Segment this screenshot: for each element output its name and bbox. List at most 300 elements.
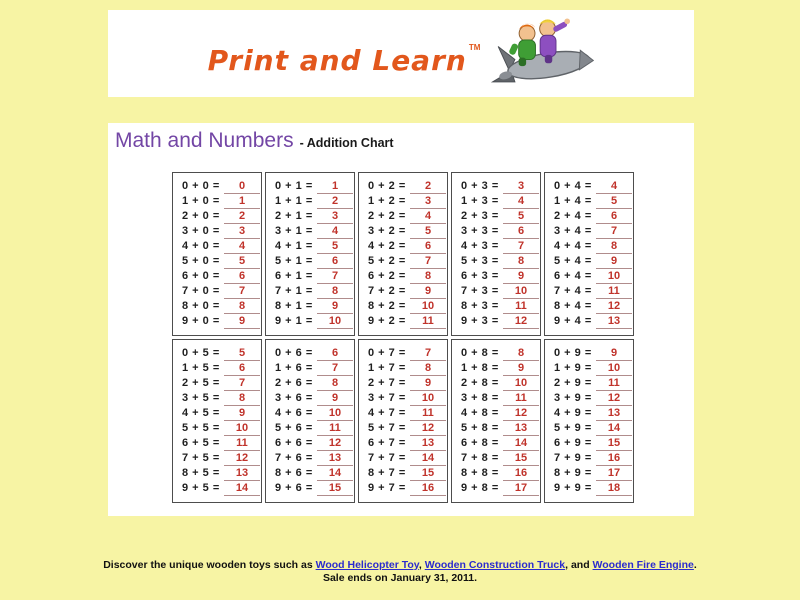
- problem-text: 2 + 3 =: [461, 210, 499, 222]
- addition-fact: [368, 481, 445, 496]
- addition-fact: [461, 376, 538, 391]
- problem-text: 2 + 1 =: [275, 210, 313, 222]
- problem-text: 5 + 9 =: [554, 422, 592, 434]
- addition-fact: [461, 481, 538, 496]
- addition-fact: [275, 179, 352, 194]
- problem-text: 4 + 4 =: [554, 240, 592, 252]
- answer-value: 9: [596, 255, 632, 269]
- addition-fact: [461, 451, 538, 466]
- problem-text: 7 + 6 =: [275, 452, 313, 464]
- problem-text: 2 + 4 =: [554, 210, 592, 222]
- addition-fact: [554, 269, 631, 284]
- answer-value: 6: [410, 240, 446, 254]
- problem-text: 2 + 9 =: [554, 377, 592, 389]
- problem-text: 4 + 5 =: [182, 407, 220, 419]
- answer-value: 16: [596, 452, 632, 466]
- answer-value: 9: [224, 407, 260, 421]
- addition-fact: [461, 346, 538, 361]
- answer-value: 8: [503, 347, 539, 361]
- addition-fact: [368, 314, 445, 329]
- addition-cell-plus-0: [172, 172, 262, 336]
- addition-cell-plus-5: [172, 339, 262, 503]
- addition-fact: [368, 376, 445, 391]
- answer-value: 10: [596, 362, 632, 376]
- page-title-main: Math and Numbers: [115, 129, 294, 152]
- page-title: [115, 129, 394, 153]
- problem-text: 3 + 9 =: [554, 392, 592, 404]
- addition-fact: [182, 239, 259, 254]
- answer-value: 7: [224, 377, 260, 391]
- problem-text: 4 + 9 =: [554, 407, 592, 419]
- answer-value: 4: [410, 210, 446, 224]
- answer-value: 9: [503, 270, 539, 284]
- problem-text: 8 + 3 =: [461, 300, 499, 312]
- problem-text: 7 + 4 =: [554, 285, 592, 297]
- problem-text: 3 + 1 =: [275, 225, 313, 237]
- answer-value: 2: [410, 180, 446, 194]
- addition-fact: [461, 269, 538, 284]
- addition-cell-plus-6: [265, 339, 355, 503]
- footer-separator: ,: [418, 559, 425, 571]
- addition-cell-plus-4: [544, 172, 634, 336]
- answer-value: 7: [596, 225, 632, 239]
- addition-fact: [275, 406, 352, 421]
- footer-note: [0, 559, 800, 585]
- answer-value: 11: [503, 392, 539, 406]
- addition-fact: [182, 436, 259, 451]
- addition-fact: [554, 421, 631, 436]
- problem-text: 6 + 8 =: [461, 437, 499, 449]
- addition-fact: [275, 224, 352, 239]
- addition-fact: [554, 346, 631, 361]
- answer-value: 5: [503, 210, 539, 224]
- answer-value: 10: [317, 315, 353, 329]
- answer-value: 16: [410, 482, 446, 496]
- problem-text: 7 + 9 =: [554, 452, 592, 464]
- answer-value: 12: [503, 315, 539, 329]
- addition-fact: [368, 391, 445, 406]
- addition-fact: [182, 194, 259, 209]
- problem-text: 5 + 5 =: [182, 422, 220, 434]
- problem-text: 6 + 6 =: [275, 437, 313, 449]
- answer-value: 1: [224, 195, 260, 209]
- addition-fact: [182, 224, 259, 239]
- addition-fact: [182, 254, 259, 269]
- addition-fact: [182, 481, 259, 496]
- problem-text: 7 + 1 =: [275, 285, 313, 297]
- problem-text: 5 + 0 =: [182, 255, 220, 267]
- addition-cell-plus-9: [544, 339, 634, 503]
- addition-fact: [182, 391, 259, 406]
- link-wooden-construction-truck[interactable]: Wooden Construction Truck: [424, 559, 566, 571]
- addition-fact: [554, 224, 631, 239]
- answer-value: 11: [503, 300, 539, 314]
- addition-chart: [172, 172, 634, 503]
- addition-fact: [275, 421, 352, 436]
- answer-value: 10: [596, 270, 632, 284]
- answer-value: 10: [317, 407, 353, 421]
- trademark-symbol: TM: [468, 42, 481, 52]
- answer-value: 13: [503, 422, 539, 436]
- problem-text: 6 + 4 =: [554, 270, 592, 282]
- answer-value: 12: [317, 437, 353, 451]
- footer-period: .: [693, 559, 697, 571]
- problem-text: 1 + 9 =: [554, 362, 592, 374]
- addition-fact: [275, 299, 352, 314]
- answer-value: 4: [596, 180, 632, 194]
- answer-value: 9: [503, 362, 539, 376]
- problem-text: 3 + 7 =: [368, 392, 406, 404]
- answer-value: 7: [410, 347, 446, 361]
- answer-value: 3: [224, 225, 260, 239]
- addition-fact: [554, 239, 631, 254]
- answer-value: 7: [410, 255, 446, 269]
- problem-text: 0 + 7 =: [368, 347, 406, 359]
- addition-fact: [554, 376, 631, 391]
- answer-value: 8: [224, 300, 260, 314]
- answer-value: 6: [596, 210, 632, 224]
- addition-fact: [368, 466, 445, 481]
- problem-text: 3 + 8 =: [461, 392, 499, 404]
- answer-value: 9: [317, 392, 353, 406]
- answer-value: 5: [224, 255, 260, 269]
- answer-value: 14: [410, 452, 446, 466]
- footer-prefix: Discover the unique wooden toys such as: [103, 559, 316, 571]
- problem-text: 6 + 7 =: [368, 437, 406, 449]
- problem-text: 7 + 8 =: [461, 452, 499, 464]
- addition-fact: [275, 481, 352, 496]
- addition-fact: [368, 194, 445, 209]
- addition-fact: [554, 406, 631, 421]
- addition-cell-plus-3: [451, 172, 541, 336]
- answer-value: 9: [410, 285, 446, 299]
- addition-fact: [368, 451, 445, 466]
- answer-value: 3: [503, 180, 539, 194]
- problem-text: 0 + 9 =: [554, 347, 592, 359]
- addition-fact: [554, 194, 631, 209]
- problem-text: 5 + 2 =: [368, 255, 406, 267]
- addition-fact: [554, 314, 631, 329]
- problem-text: 0 + 3 =: [461, 180, 499, 192]
- problem-text: 9 + 5 =: [182, 482, 220, 494]
- addition-cell-plus-7: [358, 339, 448, 503]
- answer-value: 15: [317, 482, 353, 496]
- addition-fact: [182, 209, 259, 224]
- problem-text: 1 + 0 =: [182, 195, 220, 207]
- addition-fact: [275, 194, 352, 209]
- problem-text: 1 + 4 =: [554, 195, 592, 207]
- problem-text: 5 + 6 =: [275, 422, 313, 434]
- answer-value: 5: [224, 347, 260, 361]
- addition-fact: [368, 421, 445, 436]
- addition-fact: [368, 346, 445, 361]
- problem-text: 8 + 5 =: [182, 467, 220, 479]
- addition-cell-plus-2: [358, 172, 448, 336]
- addition-fact: [461, 421, 538, 436]
- problem-text: 5 + 4 =: [554, 255, 592, 267]
- problem-text: 6 + 5 =: [182, 437, 220, 449]
- problem-text: 1 + 1 =: [275, 195, 313, 207]
- problem-text: 7 + 3 =: [461, 285, 499, 297]
- addition-fact: [554, 451, 631, 466]
- problem-text: 1 + 2 =: [368, 195, 406, 207]
- answer-value: 12: [596, 392, 632, 406]
- logo-text: Print and Learn: [207, 43, 467, 77]
- addition-fact: [275, 376, 352, 391]
- addition-fact: [182, 376, 259, 391]
- problem-text: 4 + 6 =: [275, 407, 313, 419]
- problem-text: 9 + 1 =: [275, 315, 313, 327]
- answer-value: 5: [317, 240, 353, 254]
- link-wood-helicopter-toy[interactable]: Wood Helicopter Toy: [315, 559, 419, 571]
- answer-value: 18: [596, 482, 632, 496]
- answer-value: 9: [596, 347, 632, 361]
- rocket-kids-illustration: [490, 11, 594, 95]
- answer-value: 10: [503, 377, 539, 391]
- answer-value: 4: [224, 240, 260, 254]
- addition-fact: [461, 314, 538, 329]
- problem-text: 6 + 2 =: [368, 270, 406, 282]
- problem-text: 4 + 2 =: [368, 240, 406, 252]
- addition-fact: [554, 284, 631, 299]
- addition-fact: [368, 299, 445, 314]
- problem-text: 0 + 5 =: [182, 347, 220, 359]
- problem-text: 3 + 2 =: [368, 225, 406, 237]
- answer-value: 11: [224, 437, 260, 451]
- addition-fact: [461, 406, 538, 421]
- page-title-sub: - Addition Chart: [299, 136, 394, 150]
- problem-text: 0 + 0 =: [182, 180, 220, 192]
- answer-value: 10: [224, 422, 260, 436]
- answer-value: 3: [317, 210, 353, 224]
- answer-value: 17: [596, 467, 632, 481]
- addition-fact: [554, 254, 631, 269]
- problem-text: 5 + 3 =: [461, 255, 499, 267]
- answer-value: 5: [596, 195, 632, 209]
- problem-text: 0 + 2 =: [368, 180, 406, 192]
- problem-text: 0 + 1 =: [275, 180, 313, 192]
- problem-text: 8 + 8 =: [461, 467, 499, 479]
- problem-text: 9 + 7 =: [368, 482, 406, 494]
- answer-value: 2: [224, 210, 260, 224]
- problem-text: 9 + 3 =: [461, 315, 499, 327]
- addition-fact: [275, 361, 352, 376]
- problem-text: 2 + 0 =: [182, 210, 220, 222]
- answer-value: 13: [410, 437, 446, 451]
- problem-text: 7 + 5 =: [182, 452, 220, 464]
- answer-value: 6: [503, 225, 539, 239]
- problem-text: 6 + 0 =: [182, 270, 220, 282]
- addition-fact: [461, 466, 538, 481]
- answer-value: 13: [224, 467, 260, 481]
- problem-text: 1 + 3 =: [461, 195, 499, 207]
- problem-text: 9 + 0 =: [182, 315, 220, 327]
- answer-value: 16: [503, 467, 539, 481]
- addition-fact: [461, 254, 538, 269]
- problem-text: 8 + 9 =: [554, 467, 592, 479]
- problem-text: 3 + 5 =: [182, 392, 220, 404]
- addition-fact: [461, 194, 538, 209]
- problem-text: 4 + 0 =: [182, 240, 220, 252]
- addition-fact: [461, 284, 538, 299]
- problem-text: 1 + 6 =: [275, 362, 313, 374]
- problem-text: 4 + 8 =: [461, 407, 499, 419]
- addition-fact: [275, 269, 352, 284]
- problem-text: 2 + 6 =: [275, 377, 313, 389]
- problem-text: 3 + 3 =: [461, 225, 499, 237]
- answer-value: 11: [410, 315, 446, 329]
- addition-fact: [182, 269, 259, 284]
- problem-text: 7 + 2 =: [368, 285, 406, 297]
- problem-text: 6 + 1 =: [275, 270, 313, 282]
- problem-text: 2 + 2 =: [368, 210, 406, 222]
- answer-value: 15: [410, 467, 446, 481]
- addition-fact: [554, 391, 631, 406]
- answer-value: 13: [596, 407, 632, 421]
- problem-text: 8 + 7 =: [368, 467, 406, 479]
- header-panel: [108, 10, 694, 97]
- problem-text: 2 + 8 =: [461, 377, 499, 389]
- answer-value: 7: [224, 285, 260, 299]
- addition-fact: [182, 299, 259, 314]
- problem-text: 9 + 8 =: [461, 482, 499, 494]
- answer-value: 9: [224, 315, 260, 329]
- answer-value: 8: [503, 255, 539, 269]
- addition-fact: [368, 436, 445, 451]
- addition-fact: [554, 179, 631, 194]
- addition-fact: [182, 179, 259, 194]
- answer-value: 12: [224, 452, 260, 466]
- addition-fact: [368, 361, 445, 376]
- problem-text: 9 + 4 =: [554, 315, 592, 327]
- footer-separator-and: , and: [565, 559, 593, 571]
- problem-text: 3 + 0 =: [182, 225, 220, 237]
- problem-text: 9 + 2 =: [368, 315, 406, 327]
- addition-cell-plus-1: [265, 172, 355, 336]
- problem-text: 4 + 3 =: [461, 240, 499, 252]
- answer-value: 10: [410, 392, 446, 406]
- answer-value: 6: [317, 255, 353, 269]
- addition-cell-plus-8: [451, 339, 541, 503]
- answer-value: 14: [224, 482, 260, 496]
- problem-text: 1 + 7 =: [368, 362, 406, 374]
- problem-text: 6 + 3 =: [461, 270, 499, 282]
- addition-fact: [275, 436, 352, 451]
- problem-text: 8 + 6 =: [275, 467, 313, 479]
- answer-value: 14: [596, 422, 632, 436]
- addition-fact: [275, 346, 352, 361]
- answer-value: 10: [410, 300, 446, 314]
- addition-fact: [554, 436, 631, 451]
- addition-fact: [275, 466, 352, 481]
- answer-value: 5: [410, 225, 446, 239]
- addition-fact: [275, 254, 352, 269]
- addition-fact: [368, 239, 445, 254]
- addition-fact: [554, 466, 631, 481]
- addition-fact: [368, 269, 445, 284]
- footer-line-2: Sale ends on January 31, 2011.: [322, 572, 478, 584]
- problem-text: 8 + 4 =: [554, 300, 592, 312]
- answer-value: 6: [317, 347, 353, 361]
- footer-line-1: [0, 559, 800, 572]
- addition-fact: [368, 179, 445, 194]
- problem-text: 1 + 5 =: [182, 362, 220, 374]
- answer-value: 0: [224, 180, 260, 194]
- problem-text: 9 + 6 =: [275, 482, 313, 494]
- answer-value: 13: [317, 452, 353, 466]
- answer-value: 8: [410, 270, 446, 284]
- addition-fact: [368, 224, 445, 239]
- addition-fact: [275, 239, 352, 254]
- problem-text: 1 + 8 =: [461, 362, 499, 374]
- answer-value: 8: [224, 392, 260, 406]
- addition-fact: [554, 299, 631, 314]
- problem-text: 8 + 1 =: [275, 300, 313, 312]
- addition-fact: [275, 209, 352, 224]
- addition-fact: [182, 346, 259, 361]
- answer-value: 13: [596, 315, 632, 329]
- answer-value: 9: [410, 377, 446, 391]
- problem-text: 5 + 7 =: [368, 422, 406, 434]
- answer-value: 12: [596, 300, 632, 314]
- answer-value: 6: [224, 270, 260, 284]
- answer-value: 14: [503, 437, 539, 451]
- answer-value: 15: [596, 437, 632, 451]
- addition-fact: [554, 361, 631, 376]
- addition-fact: [182, 466, 259, 481]
- addition-fact: [554, 481, 631, 496]
- addition-fact: [368, 406, 445, 421]
- problem-text: 8 + 2 =: [368, 300, 406, 312]
- problem-text: 9 + 9 =: [554, 482, 592, 494]
- addition-fact: [275, 451, 352, 466]
- answer-value: 11: [410, 407, 446, 421]
- logo: [208, 33, 481, 75]
- answer-value: 9: [317, 300, 353, 314]
- addition-fact: [368, 254, 445, 269]
- addition-fact: [554, 209, 631, 224]
- problem-text: 2 + 7 =: [368, 377, 406, 389]
- addition-fact: [182, 451, 259, 466]
- problem-text: 2 + 5 =: [182, 377, 220, 389]
- answer-value: 15: [503, 452, 539, 466]
- addition-fact: [275, 314, 352, 329]
- addition-fact: [182, 284, 259, 299]
- answer-value: 14: [317, 467, 353, 481]
- answer-value: 4: [503, 195, 539, 209]
- answer-value: 6: [224, 362, 260, 376]
- answer-value: 4: [317, 225, 353, 239]
- problem-text: 8 + 0 =: [182, 300, 220, 312]
- answer-value: 7: [503, 240, 539, 254]
- answer-value: 2: [317, 195, 353, 209]
- answer-value: 11: [317, 422, 353, 436]
- problem-text: 6 + 9 =: [554, 437, 592, 449]
- answer-value: 17: [503, 482, 539, 496]
- addition-fact: [461, 179, 538, 194]
- problem-text: 3 + 6 =: [275, 392, 313, 404]
- answer-value: 8: [596, 240, 632, 254]
- answer-value: 11: [596, 285, 632, 299]
- addition-fact: [182, 314, 259, 329]
- addition-fact: [461, 239, 538, 254]
- problem-text: 4 + 1 =: [275, 240, 313, 252]
- problem-text: 5 + 1 =: [275, 255, 313, 267]
- link-wooden-fire-engine[interactable]: Wooden Fire Engine: [592, 559, 694, 571]
- answer-value: 8: [317, 377, 353, 391]
- answer-value: 1: [317, 180, 353, 194]
- addition-fact: [461, 299, 538, 314]
